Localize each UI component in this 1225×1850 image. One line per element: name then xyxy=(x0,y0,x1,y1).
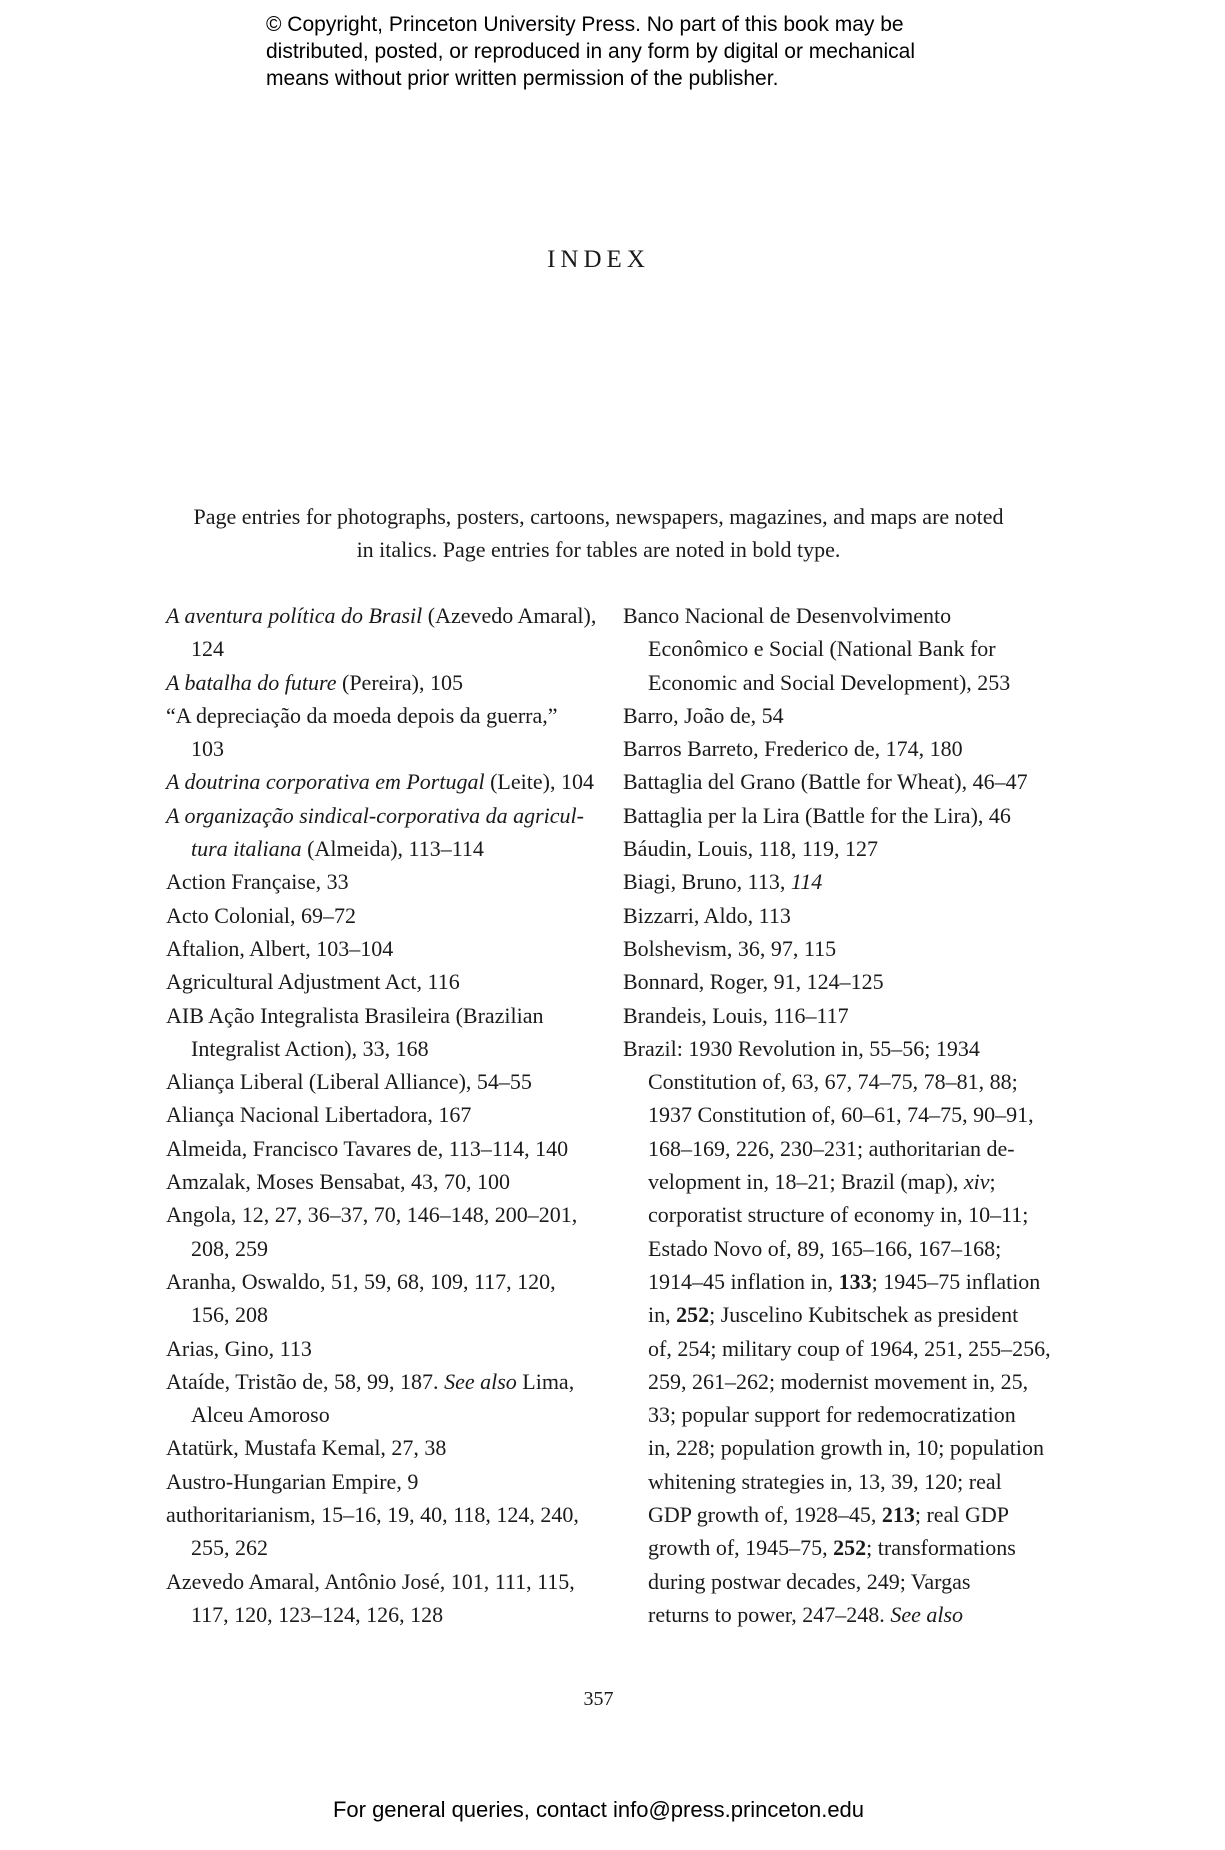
index-entry-line xyxy=(623,1598,1053,1631)
entry-text: 259, 261–262; modernist movement in, 25, xyxy=(648,1368,1029,1394)
entry-text: A organização sindical-corporativa da agricul- xyxy=(166,802,584,828)
index-entry-line xyxy=(623,1065,1053,1098)
index-entry-line xyxy=(166,1398,596,1431)
index-entry-line xyxy=(623,1232,1053,1265)
note-line: in italics. Page entries for tables are noted in bold type. xyxy=(356,537,841,562)
footer-contact: For general queries, contact info@press.princeton.edu xyxy=(332,1797,865,1822)
page-title: INDEX xyxy=(547,246,650,273)
entry-text: ; 1945–75 inflation xyxy=(871,1268,1041,1294)
entry-text: Brandeis, Louis, 116–117 xyxy=(623,1002,849,1028)
entry-text: Ataíde, Tristão de, 58, 99, 187. xyxy=(166,1368,445,1394)
index-entry-line xyxy=(166,666,596,699)
entry-text: 208, 259 xyxy=(191,1235,268,1261)
index-entry-line xyxy=(623,1498,1053,1531)
entry-text: ; Juscelino Kubitschek as president xyxy=(709,1302,1019,1328)
index-entry-line xyxy=(166,799,596,832)
index-entry-line xyxy=(623,1398,1053,1431)
entry-text: See also xyxy=(444,1368,517,1394)
entry-text: in, 228; population growth in, 10; population xyxy=(648,1435,1044,1461)
index-entry-line xyxy=(166,899,596,932)
index-entry-line xyxy=(166,1032,596,1065)
index-entry-line xyxy=(623,1565,1053,1598)
copyright-line: means without prior written permission of the publisher. xyxy=(266,67,779,90)
entry-text: Aranha, Oswaldo, 51, 59, 68, 109, 117, 120, xyxy=(166,1268,556,1294)
entry-text: Barro, João de, 54 xyxy=(623,702,784,728)
entry-text: Alceu Amoroso xyxy=(191,1402,330,1428)
index-entry-line xyxy=(166,1598,596,1631)
entry-text: 252 xyxy=(676,1302,710,1328)
index-entry-line xyxy=(623,1032,1053,1065)
entry-text: 1914–45 inflation in, xyxy=(648,1268,839,1294)
entry-text: Battaglia per la Lira (Battle for the Lira), 46 xyxy=(623,802,1011,828)
entry-text: Almeida, Francisco Tavares de, 113–114, 140 xyxy=(166,1135,569,1161)
entry-text: growth of, 1945–75, xyxy=(648,1535,834,1561)
index-entry-line xyxy=(623,965,1053,998)
entry-text: (Leite), 104 xyxy=(484,769,594,795)
index-entry-line xyxy=(623,832,1053,865)
entry-text: during postwar decades, 249; Vargas xyxy=(648,1568,971,1594)
index-entry-line xyxy=(623,1132,1053,1165)
entry-text: in, xyxy=(648,1302,677,1328)
entry-text: 1937 Constitution of, 60–61, 74–75, 90–91, xyxy=(648,1102,1034,1128)
entry-text: (Pereira), 105 xyxy=(336,669,463,695)
entry-text: Economic and Social Development), 253 xyxy=(648,669,1011,695)
entry-text: Integralist Action), 33, 168 xyxy=(191,1035,429,1061)
entry-text: Estado Novo of, 89, 165–166, 167–168; xyxy=(648,1235,1002,1261)
index-entry-line xyxy=(623,632,1053,665)
index-entry-line xyxy=(166,1165,596,1198)
index-entry-line xyxy=(623,765,1053,798)
entry-text: Austro-Hungarian Empire, 9 xyxy=(166,1468,419,1494)
index-entry-line xyxy=(166,999,596,1032)
index-entry-line xyxy=(623,1298,1053,1331)
entry-text: 124 xyxy=(191,636,224,662)
entry-text: returns to power, 247–248. xyxy=(648,1601,891,1627)
index-entry-line xyxy=(623,1365,1053,1398)
index-entry-line xyxy=(166,1498,596,1531)
entry-text: 133 xyxy=(838,1268,872,1294)
index-entry-line xyxy=(623,1465,1053,1498)
entry-text: ; xyxy=(989,1169,996,1195)
entry-text: Banco Nacional de Desenvolvimento xyxy=(623,603,952,628)
entry-text: 168–169, 226, 230–231; authoritarian de- xyxy=(648,1135,1015,1161)
index-entry-line xyxy=(623,1531,1053,1564)
index-entry-line xyxy=(166,1465,596,1498)
entry-text: 156, 208 xyxy=(191,1302,268,1328)
index-entry-line xyxy=(166,1198,596,1231)
index-entry-line xyxy=(166,865,596,898)
index-entry-line xyxy=(623,1098,1053,1131)
index-entry-line xyxy=(623,865,1053,898)
entry-text: Arias, Gino, 113 xyxy=(166,1335,312,1361)
entry-text: Bolshevism, 36, 97, 115 xyxy=(623,935,837,961)
entry-text: Barros Barreto, Frederico de, 174, 180 xyxy=(623,736,963,762)
entry-text: Acto Colonial, 69–72 xyxy=(166,902,357,928)
index-entry-line xyxy=(166,1565,596,1598)
entry-text: Battaglia del Grano (Battle for Wheat), 46–47 xyxy=(623,769,1028,795)
entry-text: Biagi, Bruno, 113, xyxy=(623,869,791,895)
entry-text: xiv xyxy=(963,1169,990,1195)
entry-text: Azevedo Amaral, Antônio José, 101, 111, 115, xyxy=(166,1568,575,1594)
index-entry-line xyxy=(623,1198,1053,1231)
entry-text: 114 xyxy=(790,869,823,895)
entry-text: Bizzarri, Aldo, 113 xyxy=(623,902,791,928)
entry-text: Agricultural Adjustment Act, 116 xyxy=(166,969,460,995)
entry-text: Angola, 12, 27, 36–37, 70, 146–148, 200–201, xyxy=(166,1202,578,1228)
entry-text: Aliança Liberal (Liberal Alliance), 54–55 xyxy=(166,1069,532,1095)
index-entry-line xyxy=(166,765,596,798)
index-entry-line xyxy=(166,1531,596,1564)
entry-text: Econômico e Social (National Bank for xyxy=(648,636,996,662)
entry-text: (Almeida), 113–114 xyxy=(301,836,484,862)
entry-text: velopment in, 18–21; Brazil (map), xyxy=(648,1169,964,1195)
index-entry-line xyxy=(166,1132,596,1165)
entry-text: (Azevedo Amaral), xyxy=(422,603,597,628)
note-line: Page entries for photographs, posters, cartoons, newspapers, magazines, and maps are noted xyxy=(193,504,1004,529)
index-entry-line xyxy=(623,1165,1053,1198)
entry-text: 255, 262 xyxy=(191,1535,268,1561)
entry-text: Lima, xyxy=(516,1368,575,1394)
index-column-right xyxy=(623,599,1053,1631)
entry-text: ; transformations xyxy=(866,1535,1016,1561)
index-entry-line xyxy=(166,832,596,865)
entry-text: 33; popular support for redemocratization xyxy=(648,1402,1016,1428)
index-note xyxy=(140,500,1057,566)
entry-text: 103 xyxy=(191,736,224,762)
entry-text: Báudin, Louis, 118, 119, 127 xyxy=(623,836,879,862)
index-entry-line xyxy=(166,699,596,732)
copyright-line: distributed, posted, or reproduced in any form by digital or mechanical xyxy=(266,40,916,63)
index-entry-line xyxy=(623,899,1053,932)
entry-text: Aliança Nacional Libertadora, 167 xyxy=(166,1102,472,1128)
index-entry-line xyxy=(623,732,1053,765)
index-entry-line xyxy=(166,732,596,765)
index-entry-line xyxy=(166,632,596,665)
index-entry-line xyxy=(623,1332,1053,1365)
entry-text: AIB Ação Integralista Brasileira (Brazilian xyxy=(166,1002,544,1028)
entry-text: Action Française, 33 xyxy=(166,869,349,895)
index-entry-line xyxy=(166,1232,596,1265)
index-entry-line xyxy=(166,1298,596,1331)
index-entry-line xyxy=(166,1365,596,1398)
index-entry-line xyxy=(166,932,596,965)
index-entry-line xyxy=(623,1431,1053,1464)
index-entry-line xyxy=(623,932,1053,965)
entry-text: tura italiana xyxy=(191,836,302,862)
entry-text: Brazil: 1930 Revolution in, 55–56; 1934 xyxy=(623,1035,980,1061)
entry-text: authoritarianism, 15–16, 19, 40, 118, 124, 240, xyxy=(166,1502,579,1528)
index-entry-line xyxy=(623,666,1053,699)
page-number: 357 xyxy=(583,1688,614,1710)
index-entry-line xyxy=(623,799,1053,832)
entry-text: ; real GDP xyxy=(914,1502,1009,1528)
index-entry-line xyxy=(166,965,596,998)
entry-text: A doutrina corporativa em Portugal xyxy=(166,769,485,795)
entry-text: Aftalion, Albert, 103–104 xyxy=(166,935,394,961)
entry-text: Amzalak, Moses Bensabat, 43, 70, 100 xyxy=(166,1169,510,1195)
index-entry-line xyxy=(623,599,1053,632)
entry-text: A aventura política do Brasil xyxy=(166,603,423,628)
index-entry-line xyxy=(623,1265,1053,1298)
index-entry-line xyxy=(166,1431,596,1464)
index-entry-line xyxy=(166,1265,596,1298)
entry-text: 213 xyxy=(881,1502,915,1528)
entry-text: “A depreciação da moeda depois da guerra,” xyxy=(166,702,558,728)
entry-text: 117, 120, 123–124, 126, 128 xyxy=(191,1601,444,1627)
entry-text: Atatürk, Mustafa Kemal, 27, 38 xyxy=(166,1435,447,1461)
index-entry-line xyxy=(166,599,596,632)
index-entry-line xyxy=(166,1332,596,1365)
entry-text: whitening strategies in, 13, 39, 120; real xyxy=(648,1468,1002,1494)
entry-text: A batalha do future xyxy=(166,669,337,695)
index-entry-line xyxy=(166,1098,596,1131)
entry-text: Constitution of, 63, 67, 74–75, 78–81, 88; xyxy=(648,1069,1018,1095)
index-entry-line xyxy=(623,699,1053,732)
index-entry-line xyxy=(166,1065,596,1098)
index-entry-line xyxy=(623,999,1053,1032)
entry-text: of, 254; military coup of 1964, 251, 255–256, xyxy=(648,1335,1051,1361)
entry-text: GDP growth of, 1928–45, xyxy=(648,1502,882,1528)
entry-text: 252 xyxy=(833,1535,867,1561)
copyright-line: © Copyright, Princeton University Press. No part of this book may be xyxy=(266,13,904,36)
index-column-left xyxy=(166,599,596,1631)
copyright-notice xyxy=(266,11,1026,92)
entry-text: corporatist structure of economy in, 10–11; xyxy=(648,1202,1029,1228)
entry-text: See also xyxy=(890,1601,964,1627)
entry-text: Bonnard, Roger, 91, 124–125 xyxy=(623,969,884,995)
